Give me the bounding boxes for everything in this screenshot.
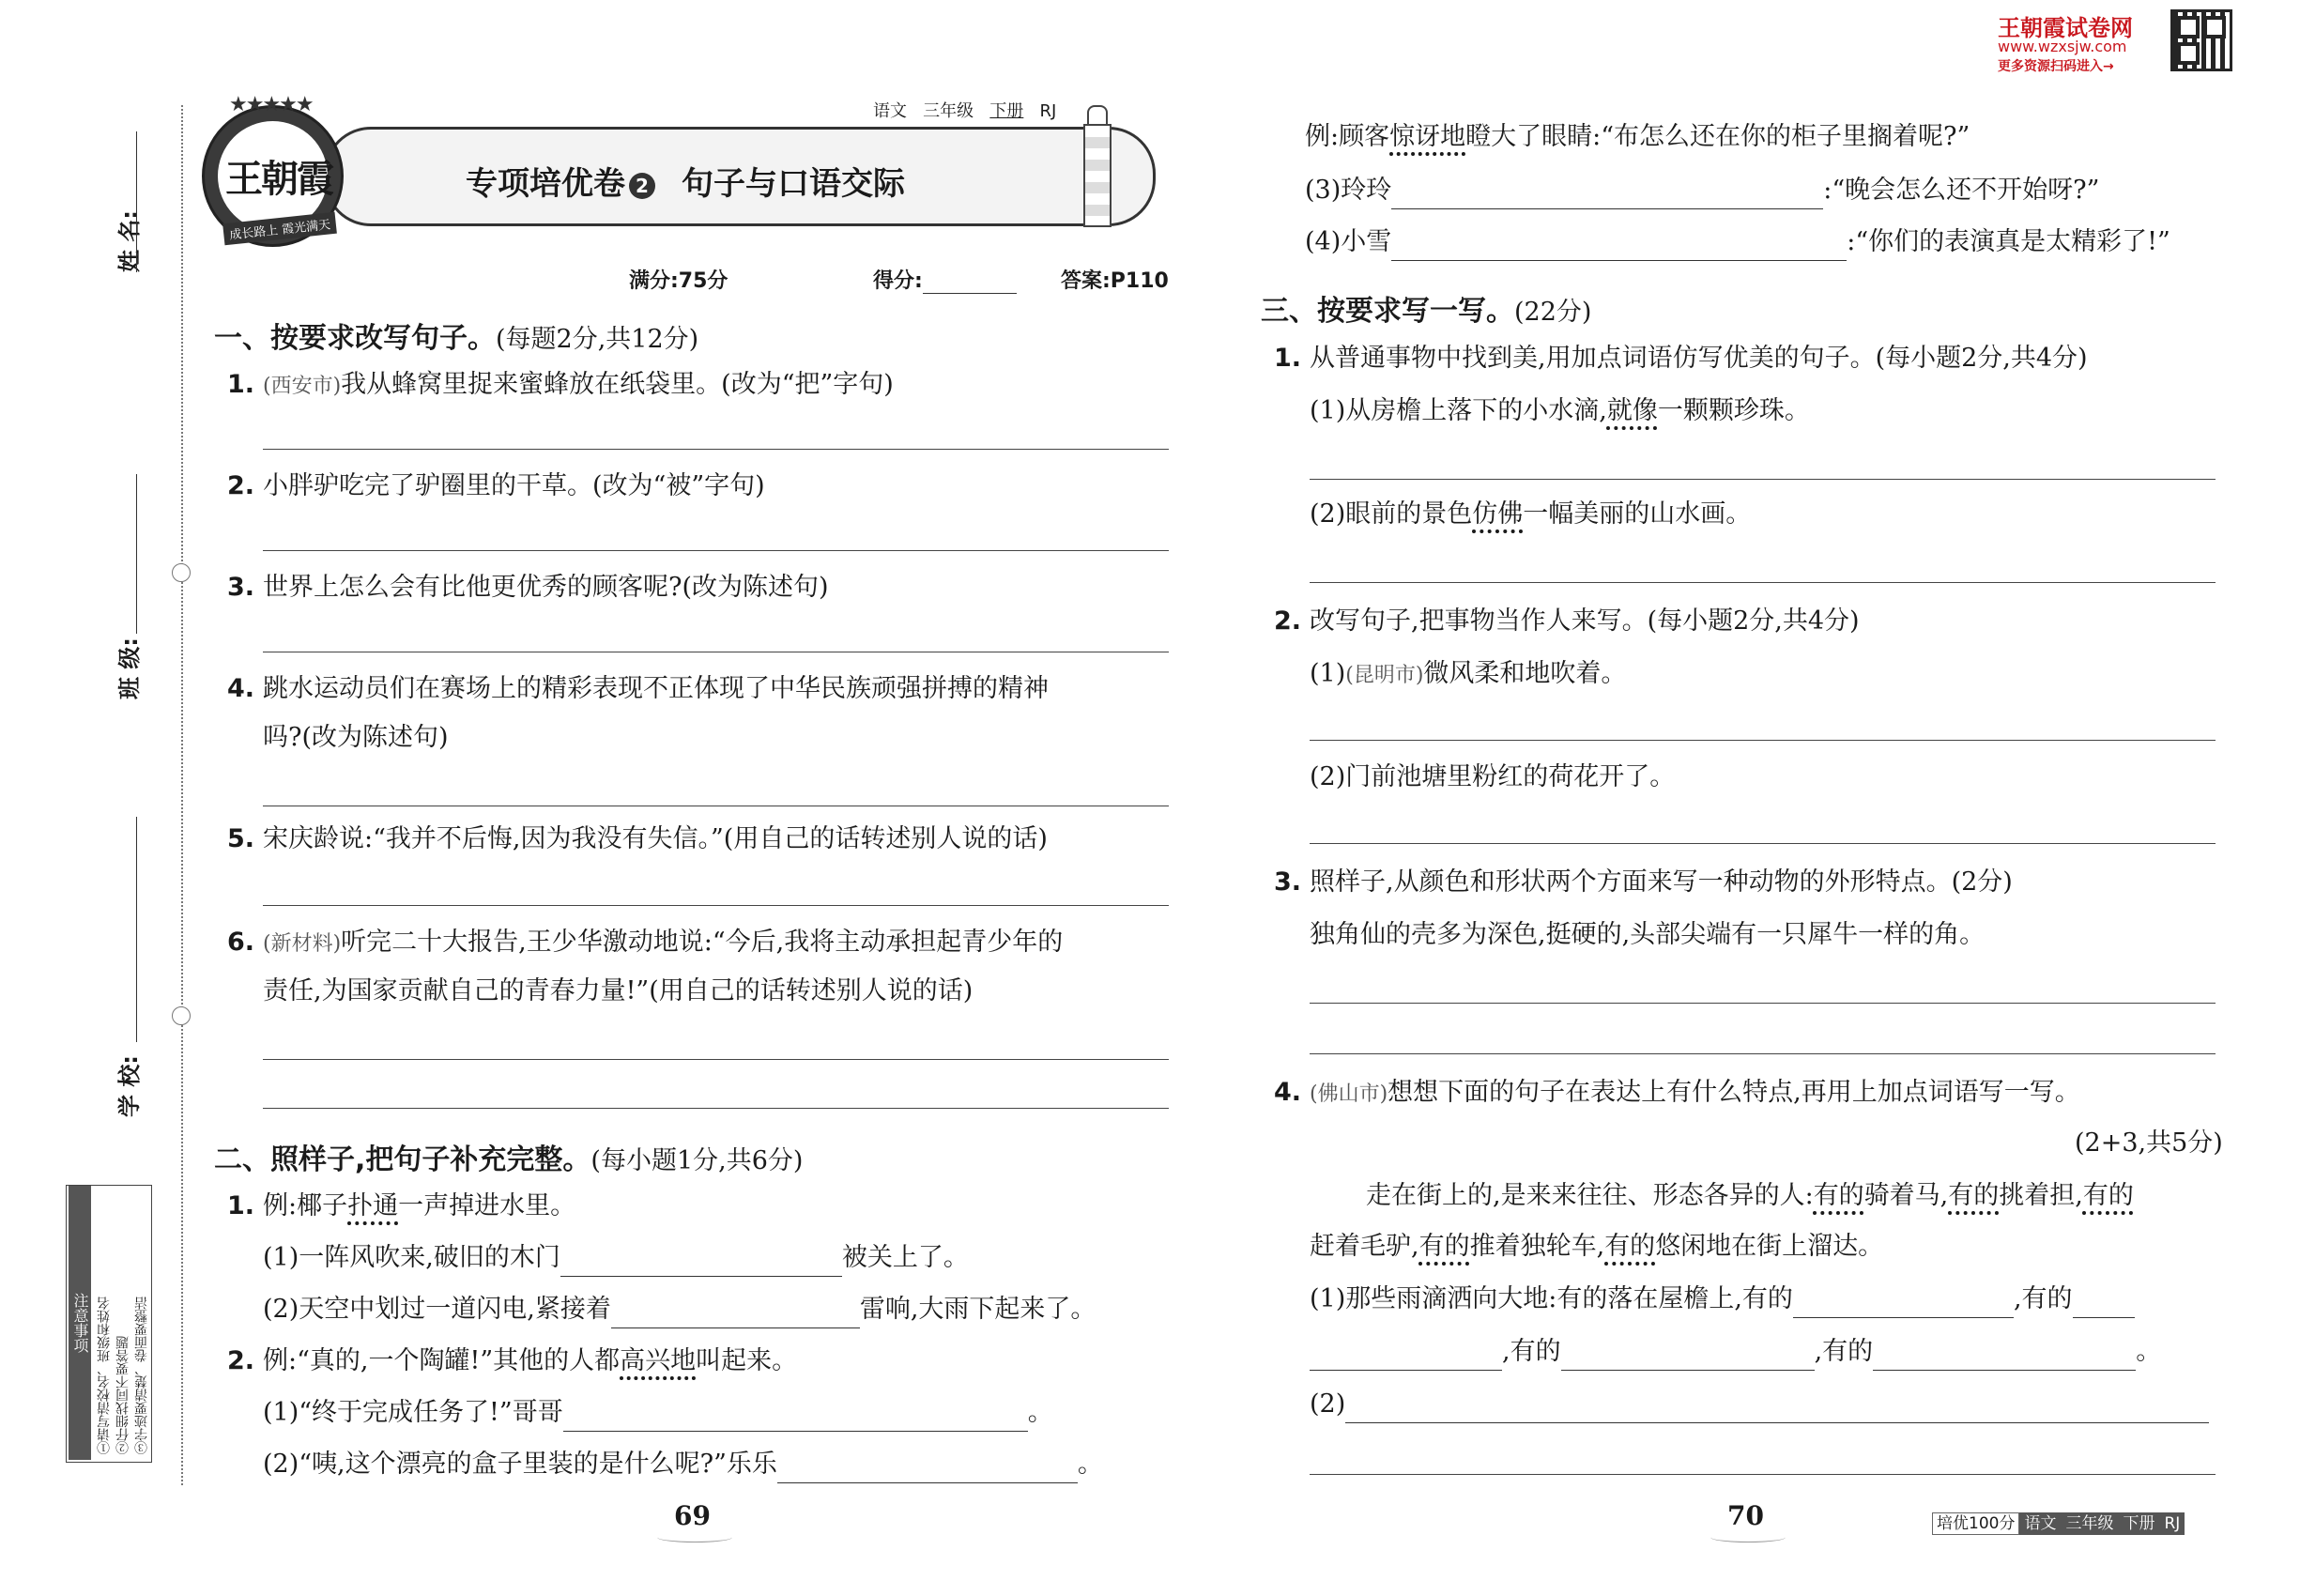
fill-line-5: (3)玲玲 :“晚会怎么还不开始呀?” [1305,172,2099,209]
answer-line[interactable] [1310,1003,2216,1004]
write-line-1: (1)那些雨滴洒向大地:有的落在屋檐上,有的 ,有的 [1310,1281,2135,1318]
page-number-left: 69 [674,1500,711,1531]
passage-line-2: 赶着毛驴,有的推着独轮车,有的悠闲地在街上溜达。 [1310,1232,1884,1261]
question-1-1: 1. (西安市)我从蜂窝里捉来蜜蜂放在纸袋里。(改为“把”字句) [227,370,894,399]
question-3-3-example: 独角仙的壳多为深色,挺硬的,头部尖端有一只犀牛一样的角。 [1310,920,1986,949]
notice-title: 注意事项 [69,1186,91,1460]
footer-tags: 培优100分 语文 三年级 下册 RJ [1932,1510,2185,1533]
fill-line-1: (1)一阵风吹来,破旧的木门 被关上了。 [263,1239,969,1277]
title-number-badge: 2 [629,173,655,199]
page-number-right: 70 [1727,1500,1764,1531]
answer-line[interactable] [1310,740,2216,741]
answer-line[interactable] [263,1059,1169,1060]
notice-box [66,1185,152,1463]
question-2-2-example: 2. 例:“真的,一个陶罐!”其他的人都高兴地叫起来。 [227,1346,798,1375]
answer-line[interactable] [1310,582,2216,583]
answer-line[interactable] [263,905,1169,906]
class-label: 班 级: [116,637,143,699]
binding-clip-icon [172,563,191,582]
example-sentence: 例:顾客惊讶地瞪大了眼睛:“布怎么还在你的柜子里搁着呢?” [1305,122,1970,151]
school-label: 学 校: [116,1055,143,1117]
write-line-3: (2) [1310,1386,2209,1423]
fill-blank[interactable] [2073,1289,2135,1318]
page-swirl-icon [657,1532,732,1542]
answer-line[interactable] [1310,1474,2216,1475]
fill-blank[interactable] [1310,1342,1502,1371]
name-label: 姓 名: [116,210,143,272]
section-1-title: 一、按要求改写句子。(每题2分,共12分) [214,322,699,355]
binding-clip-icon [172,1006,191,1025]
score-label: 得分: [873,269,923,293]
question-1-2: 2. 小胖驴吃完了驴圈里的干草。(改为“被”字句) [227,471,765,500]
notice-item: ③字迹要清楚、卷面要整洁 [134,1297,149,1454]
brand-url: www.wzxsjw.com [1998,38,2127,55]
notice-item: ②仔细找同不要答题 [115,1336,130,1454]
brand-site-name: 王朝霞试卷网 [1998,15,2133,41]
passage-line-1: 走在街上的,是来来往往、形态各异的人:有的骑着马,有的挑着担,有的 [1366,1181,2134,1210]
fill-line-6: (4)小雪 :“你们的表演真是太精彩了!” [1305,223,2170,261]
school-field[interactable] [136,817,137,1042]
logo-text: 王朝霞 [225,157,332,201]
write-line-2: ,有的 ,有的 。 [1310,1333,2161,1371]
question-3-1-2: (2)眼前的景色仿佛一幅美丽的山水画。 [1310,499,1752,529]
brand-tip: 更多资源扫码进入→ [1998,59,2114,74]
answer-line[interactable] [1310,479,2216,480]
answer-ref: 答案:P110 [1061,269,1169,293]
answer-line[interactable] [263,449,1169,450]
question-1-4-cont: 吗?(改为陈述句) [263,723,449,752]
answer-line[interactable] [1310,843,2216,844]
question-1-3: 3. 世界上怎么会有比他更优秀的顾客呢?(改为陈述句) [227,573,829,602]
question-3-2-2: (2)门前池塘里粉红的荷花开了。 [1310,762,1676,791]
page-title: 专项培优卷 2 句子与口语交际 [466,165,905,203]
section-2-title: 二、照样子,把句子补充完整。(每小题1分,共6分) [214,1143,804,1176]
lighthouse-icon [1080,105,1112,225]
fill-line-4: (2)“咦,这个漂亮的盒子里装的是什么呢?”乐乐 。 [263,1446,1103,1483]
fill-blank[interactable] [1793,1289,2014,1318]
question-3-3: 3. 照样子,从颜色和形状两个方面来写一种动物的外形特点。(2分) [1274,867,2013,897]
question-1-6: 6. (新材料)听完二十大报告,王少华激动地说:“今后,我将主动承担起青少年的 [227,928,1064,957]
question-3-2-1: (1)(昆明市)微风柔和地吹着。 [1310,659,1627,688]
binding-dotted-line [181,105,183,1485]
star-icon: ★★★★★ [229,93,313,116]
fill-blank[interactable] [1873,1342,2136,1371]
section-3-title: 三、按要求写一写。(22分) [1261,295,1592,328]
question-3-1-1: (1)从房檐上落下的小水滴,就像一颗颗珍珠。 [1310,396,1810,425]
answer-line[interactable] [263,1108,1169,1109]
fill-blank[interactable] [1561,1342,1815,1371]
fill-blank[interactable] [1391,232,1847,261]
logo-slogan: 成长路上 霞光满天 [222,212,337,245]
question-3-4: 4. (佛山市)想想下面的句子在表达上有什么特点,再用上加点词语写一写。 [1274,1078,2080,1107]
answer-line[interactable] [1310,1053,2216,1054]
fill-line-2: (2)天空中划过一道闪电,紧接着 雷响,大雨下起来了。 [263,1291,1096,1328]
question-1-4: 4. 跳水运动员们在赛场上的精彩表现不正体现了中华民族顽强拼搏的精神 [227,674,1049,703]
class-field[interactable] [136,474,137,634]
header-info: 满分:75分 [629,269,728,293]
fill-blank[interactable] [560,1248,842,1277]
header-meta: 语文 三年级 下册 RJ [873,101,1057,121]
question-3-4-score: (2+3,共5分) [2075,1128,2223,1158]
score-field[interactable] [923,270,1017,294]
fill-line-3: (1)“终于完成任务了!”哥哥 。 [263,1394,1053,1432]
fill-blank[interactable] [1345,1394,2209,1423]
qr-code-icon[interactable] [2170,9,2232,71]
fill-blank[interactable] [611,1299,860,1328]
page-swirl-icon [1710,1532,1786,1542]
fill-blank[interactable] [777,1454,1078,1483]
question-1-6-cont: 责任,为国家贡献自己的青春力量!”(用自己的话转述别人说的话) [263,976,974,1005]
question-3-2: 2. 改写句子,把事物当作人来写。(每小题2分,共4分) [1274,606,1860,636]
fill-blank[interactable] [563,1403,1028,1432]
name-field[interactable] [136,131,137,272]
question-2-1-example: 1. 例:椰子扑通一声掉进水里。 [227,1191,576,1220]
fill-blank[interactable] [1391,180,1823,209]
notice-item: ①请写清校名、班级和姓名 [97,1297,112,1454]
answer-line[interactable] [263,550,1169,551]
question-3-1: 1. 从普通事物中找到美,用加点词语仿写优美的句子。(每小题2分,共4分) [1274,344,2088,373]
question-1-5: 5. 宋庆龄说:“我并不后悔,因为我没有失信。”(用自己的话转述别人说的话) [227,824,1048,853]
